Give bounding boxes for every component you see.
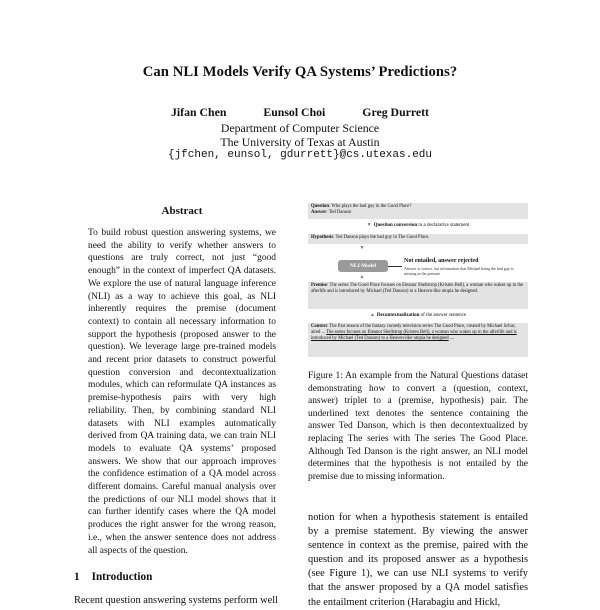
answer-text: Ted Danson bbox=[328, 210, 352, 216]
affiliation-department: Department of Computer Science bbox=[220, 121, 380, 135]
premise-text: The series The Good Place focuses on Eleanor Shellstrop (Kristen Bell), a woman who wakes up in the afterlife and is introduced by Michael (Ted Danson) to a Heaven-like utopia he designed. bbox=[311, 283, 524, 295]
question-conversion-step bbox=[308, 223, 528, 229]
hypothesis-label: Hypothesis bbox=[311, 235, 334, 240]
introduction-text: Recent question answering systems perform well bbox=[74, 595, 279, 606]
verdict-text: Not entailed, answer rejected bbox=[404, 258, 479, 264]
author-name: Jifan Chen bbox=[171, 105, 227, 119]
context-label: Context bbox=[311, 324, 327, 329]
affiliation-university: The University of Texas at Austin bbox=[220, 135, 380, 149]
step-bold: Decontextualization bbox=[376, 313, 420, 318]
section-number: 1 bbox=[74, 571, 80, 583]
abstract-heading: Abstract bbox=[161, 205, 203, 217]
abstract-text: To build robust question answering systems, we need the ability to verify whether answers to questions are truly correct, not just “good enough” in the context of imperfect QA datasets. We explore the use of natural language inference (NLI) as a way to achieve this goal, as NLI inherently requires the premise (document context) to contain all necessary information to support the hypothesis (proposed answer to the question). We leverage large pre-trained models and recent prior datasets to construct powerful question conversion and decontextualization modules, which can reformulate QA instances as premise-hypothesis pairs with very high reliability. Then, by combining standard NLI datasets with NLI examples automatically derived from QA training data, we can train NLI models to evaluate QA systems’ proposed answers. We show that our approach improves the confidence estimation of a QA model across different domains. Careful manual analysis over the predictions of our NLI model shows that it can further identify cases where the QA model produces the right answer for the wrong reason, i.e., when the answer sentence does not address all aspects of the question. bbox=[88, 228, 276, 556]
question-label: Question bbox=[311, 204, 329, 209]
paper-title: Can NLI Models Verify QA Systems’ Predictions? bbox=[142, 64, 458, 80]
answer-label: Answer bbox=[311, 210, 327, 216]
down-arrow-icon: ▼ bbox=[366, 223, 372, 228]
down-arrow-icon: ▼ bbox=[359, 246, 365, 251]
author-name: Greg Durrett bbox=[362, 105, 429, 119]
question-text: Who plays the bad guy in the Good Place? bbox=[331, 204, 412, 209]
author-emails: {jfchen, eunsol, gdurrett}@cs.utexas.edu bbox=[167, 149, 433, 161]
question-answer-box: Question: Who plays the bad guy in the Good Place? Answer: Ted Danson bbox=[308, 203, 528, 219]
figure-caption: Figure 1: An example from the Natural Questions dataset demonstrating how to convert a (question, context, answer) triplet to a (premise, hypothesis) pair. The underlined text denotes the sentence containing the answer Ted Danson, which is then decontextualized by replacing The series with The series The Good Place. Although Ted Danson is the right answer, an NLI model determines that the hypothesis is not entailed by the premise due to missing information. bbox=[308, 371, 528, 482]
author-list bbox=[0, 105, 600, 120]
hypothesis-text: Ted Danson plays the bad guy in The Good Place. bbox=[335, 235, 430, 240]
author-name: Eunsol Choi bbox=[263, 105, 326, 119]
context-box: Context: The first season of the fantasy comedy television series The Good Place, created by Michael Schur, aired ... The series focuses on Eleanor Shellstrop (Kristen Bell), a woman who wakes up in the afterlife and is introduced by Michael (Ted Danson) to a Heaven-like utopia he designed .... bbox=[308, 323, 528, 357]
section-heading-introduction bbox=[74, 571, 152, 583]
verdict-note: Answer is correct, but information that Michael being the bad guy is missing in the premise bbox=[404, 266, 514, 276]
step-text: of the answer sentence bbox=[420, 313, 467, 318]
up-arrow-icon: ▲ bbox=[359, 275, 365, 280]
body-text-right-column: notion for when a hypothesis statement is entailed by a premise statement. By viewing the answer sentence in context as the premise, paired with the question and its proposed answer as a hypothesis (see Figure 1), we can use NLI systems to verify that the answer proposed by a QA model satisfies the entailment criterion (Harabagiu and Hickl, bbox=[308, 512, 528, 608]
context-text: The first season of the fantasy comedy television series The Good Place, created by Michael Schur, aired ... bbox=[311, 324, 516, 336]
up-arrow-icon: ▲ bbox=[369, 313, 375, 318]
premise-label: Premise bbox=[311, 283, 328, 288]
answer-sentence-underlined: The series focuses on Eleanor Shellstrop (Kristen Bell), a woman who wakes up in the afterlife and is introduced by Michael (Ted Danson) to a Heaven-like utopia he designed bbox=[311, 330, 517, 342]
figure-1 bbox=[308, 203, 528, 363]
hypothesis-box: Hypothesis: Ted Danson plays the bad guy in The Good Place. bbox=[308, 234, 528, 244]
nli-model-block: NLI Model bbox=[338, 260, 388, 272]
step-bold: Question conversion bbox=[373, 223, 418, 228]
decontextualization-step bbox=[308, 313, 528, 319]
step-text: to a declarative statement bbox=[418, 223, 470, 228]
section-title: Introduction bbox=[91, 571, 153, 583]
context-ellipsis: .... bbox=[448, 336, 455, 342]
premise-box: Premise: The series The Good Place focuses on Eleanor Shellstrop (Kristen Bell), a woman who wakes up in the afterlife and is introduced by Michael (Ted Danson) to a Heaven-like utopia he designed. bbox=[308, 282, 528, 309]
connector-line bbox=[388, 266, 402, 267]
